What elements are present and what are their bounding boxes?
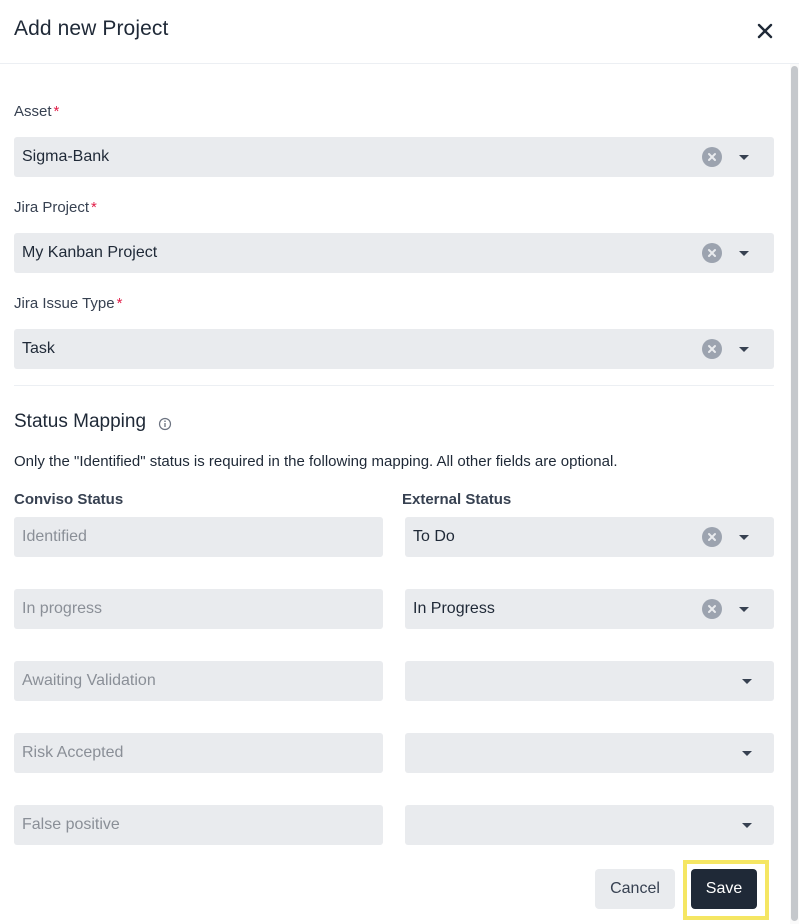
clear-external-status-button[interactable] — [702, 599, 722, 619]
chevron-down-icon[interactable] — [739, 251, 749, 256]
clear-icon — [707, 152, 717, 162]
external-status-value: In Progress — [413, 600, 495, 617]
chevron-down-icon[interactable] — [739, 155, 749, 160]
chevron-down-icon[interactable] — [739, 607, 749, 612]
chevron-down-icon[interactable] — [739, 535, 749, 540]
external-status-select[interactable] — [405, 517, 774, 557]
modal-title: Add new Project — [14, 17, 169, 40]
asset-select-value: Sigma-Bank — [22, 148, 110, 165]
info-icon[interactable] — [158, 417, 172, 431]
external-status-select[interactable] — [405, 661, 774, 701]
conviso-status-field: False positive — [14, 805, 383, 845]
external-status-select[interactable] — [405, 589, 774, 629]
conviso-status-field: In progress — [14, 589, 383, 629]
conviso-status-header: Conviso Status — [14, 491, 124, 508]
clear-icon — [707, 248, 717, 258]
required-mark: * — [53, 103, 60, 120]
jira-issue-type-label — [14, 295, 122, 312]
cancel-button[interactable]: Cancel — [595, 869, 675, 909]
jira-project-label — [14, 199, 97, 216]
scrollbar[interactable] — [790, 64, 799, 924]
required-mark: * — [91, 199, 97, 216]
conviso-status-field: Awaiting Validation — [14, 661, 383, 701]
chevron-down-icon[interactable] — [742, 679, 752, 684]
required-mark: * — [116, 295, 123, 312]
chevron-down-icon[interactable] — [742, 751, 752, 756]
chevron-down-icon[interactable] — [742, 823, 752, 828]
clear-external-status-button[interactable] — [702, 527, 722, 547]
close-icon — [757, 23, 773, 39]
modal-header — [0, 0, 799, 64]
clear-jira-issue-type-button[interactable] — [702, 339, 722, 359]
save-button[interactable]: Save — [691, 869, 757, 909]
asset-select[interactable] — [14, 137, 774, 177]
section-divider — [14, 385, 774, 386]
status-mapping-title: Status Mapping — [14, 411, 147, 432]
jira-issue-type-select-value: Task — [22, 340, 55, 357]
clear-icon — [707, 344, 717, 354]
external-status-value: To Do — [413, 528, 455, 545]
jira-project-label-text: Jira Project — [14, 199, 90, 216]
chevron-down-icon[interactable] — [739, 347, 749, 352]
status-mapping-hint: Only the "Identified" status is required in the following mapping. All other fields are optional. — [14, 453, 618, 470]
conviso-status-field: Identified — [14, 517, 383, 557]
clear-icon — [707, 532, 717, 542]
external-status-select[interactable] — [405, 733, 774, 773]
jira-issue-type-label-text: Jira Issue Type — [14, 295, 115, 312]
clear-icon — [707, 604, 717, 614]
asset-label — [14, 103, 59, 120]
external-status-select[interactable] — [405, 805, 774, 845]
jira-project-select[interactable] — [14, 233, 774, 273]
external-status-header: External Status — [402, 491, 512, 508]
jira-project-select-value: My Kanban Project — [22, 244, 158, 261]
conviso-status-field: Risk Accepted — [14, 733, 383, 773]
close-button[interactable] — [752, 18, 778, 44]
scrollbar-thumb[interactable] — [791, 66, 798, 921]
asset-label-text: Asset — [14, 103, 52, 120]
clear-jira-project-button[interactable] — [702, 243, 722, 263]
clear-asset-button[interactable] — [702, 147, 722, 167]
jira-issue-type-select[interactable] — [14, 329, 774, 369]
